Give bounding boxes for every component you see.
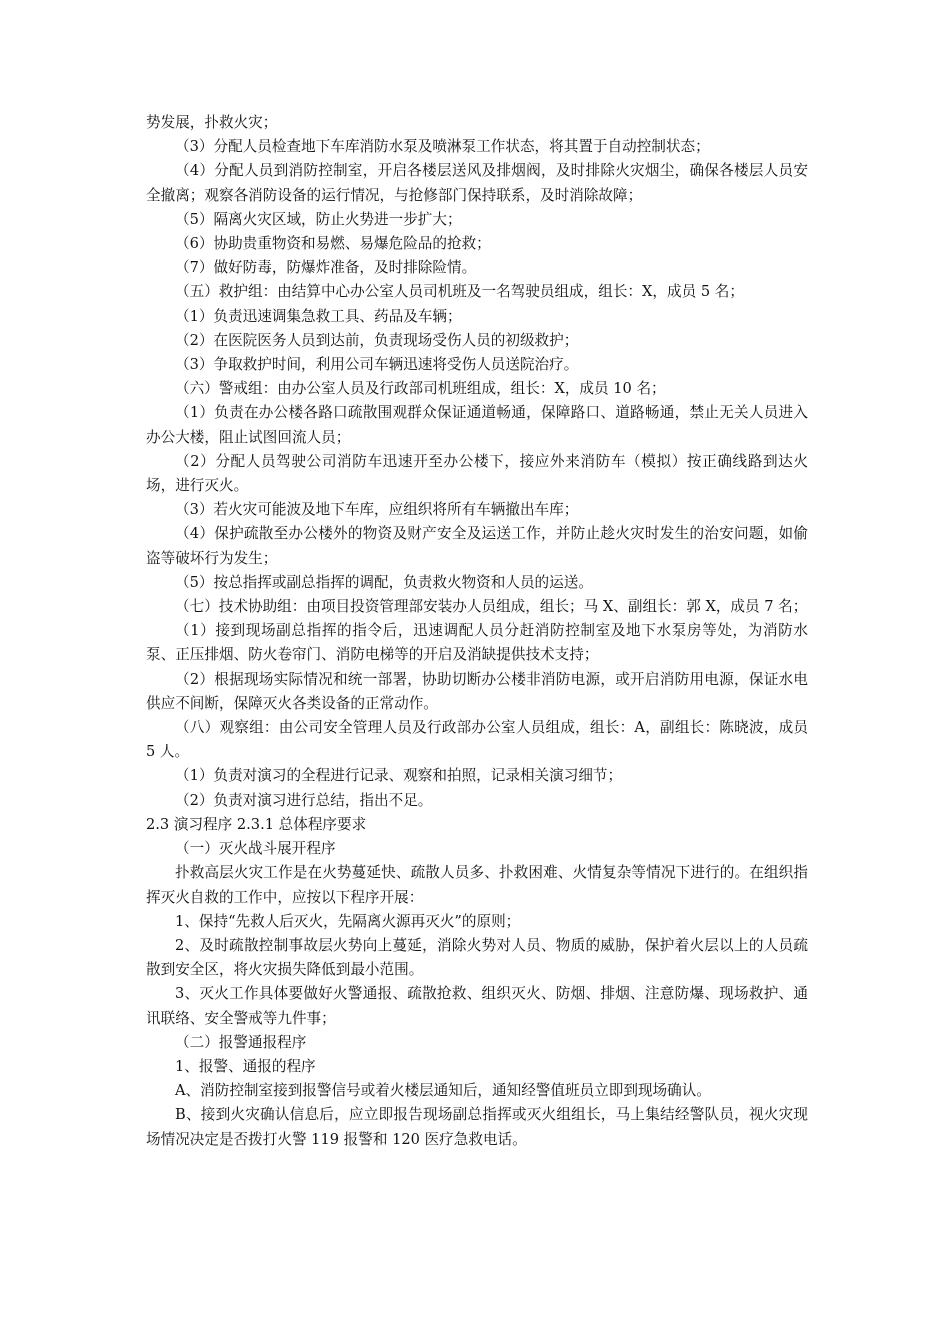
paragraph: B、接到火灾确认信息后，应立即报告现场副总指挥或灭火组组长，马上集结经警队员，视火灾现场情况决定是否拨打火警 119 报警和 120 医疗急救电话。 [146,1106,808,1148]
paragraph: （八）观察组：由公司安全管理人员及行政部办公室人员组成，组长：A，副组长：陈晓波，成员 5 人。 [146,719,808,761]
paragraph: （一）灭火战斗展开程序 [175,840,336,858]
paragraph: 势发展，扑救火灾； [146,114,278,131]
paragraph: （5）按总指挥或副总指挥的调配，负责救火物资和人员的运送。 [175,573,593,591]
paragraph: （七）技术协助组：由项目投资管理部安装办人员组成，组长；马 X、副组长：郭 X，成员 7 名； [175,598,808,616]
paragraph: （五）救护组：由结算中心办公室人员司机班及一名驾驶员组成，组长：X，成员 5 名； [175,283,744,301]
paragraph: （1）负责对演习的全程进行记录、观察和拍照，记录相关演习细节； [175,767,623,785]
paragraph: 2、及时疏散控制事故层火势向上蔓延，消除火势对人员、物质的威胁，保护着火层以上的人员疏散到安全区，将火灾损失降低到最小范围。 [146,936,808,979]
document-body [146,111,808,1152]
paragraph: （二）报警通报程序 [175,1033,307,1051]
paragraph: （3）争取救护时间，利用公司车辆迅速将受伤人员送院治疗。 [175,356,579,374]
paragraph: 2.3 演习程序 2.3.1 总体程序要求 [146,815,367,833]
paragraph: （2）分配人员驾驶公司消防车迅速开至办公楼下，接应外来消防车（模拟）按正确线路到达火场，进行灭火。 [146,452,808,495]
paragraph: （5）隔离火灾区域，防止火势进一步扩大； [175,210,462,228]
paragraph: （1）负责迅速调集急救工具、药品及车辆； [175,307,462,325]
paragraph: 1、报警、通报的程序 [175,1057,316,1075]
paragraph: 扑救高层火灾工作是在火势蔓延快、疏散人员多、扑救困难、火情复杂等情况下进行的。在组织指挥灭火自救的工作中，应按以下程序开展： [146,864,808,906]
paragraph: （2）根据现场实际情况和统一部署，协助切断办公楼非消防电源，或开启消防用电源，保证水电供应不间断，保障灭火各类设备的正常动作。 [146,670,808,712]
paragraph: （1）负责在办公楼各路口疏散围观群众保证通道畅通，保障路口、道路畅通，禁止无关人员进入办公大楼，阻止试图回流人员； [146,404,808,446]
paragraph: 1、保持“先救人后灭火，先隔离火源再灭火”的原则； [175,912,521,930]
paragraph: （1）接到现场副总指挥的指令后，迅速调配人员分赶消防控制室及地下水泵房等处，为消防水泵、正压排烟、防火卷帘门、消防电梯等的开启及消缺提供技术支持； [146,622,808,664]
paragraph: 3、灭火工作具体要做好火警通报、疏散抢救、组织灭火、防烟、排烟、注意防爆、现场救护、通讯联络、安全警戒等九件事； [146,985,808,1027]
paragraph: （2）负责对演习进行总结，指出不足。 [175,791,433,809]
paragraph: （4）保护疏散至办公楼外的物资及财产安全及运送工作，并防止趁火灾时发生的治安问题，如偷盗等破坏行为发生； [146,525,808,567]
paragraph: （4）分配人员到消防控制室，开启各楼层送风及排烟阀，及时排除火灾烟尘，确保各楼层人员安全撤离；观察各消防设备的运行情况，与抢修部门保持联系，及时消除故障； [146,162,808,204]
paragraph: （2）在医院医务人员到达前，负责现场受伤人员的初级救护； [175,331,579,349]
paragraph: （3）若火灾可能波及地下车库，应组织将所有车辆撤出车库； [175,501,579,519]
paragraph: （六）警戒组：由办公室人员及行政部司机班组成，组长：X，成员 10 名； [175,380,666,398]
paragraph: A、消防控制室接到报警信号或着火楼层通知后，通知经警值班员立即到现场确认。 [175,1082,711,1100]
paragraph: （6）协助贵重物资和易燃、易爆危险品的抢救； [175,235,491,253]
paragraph: （7）做好防毒，防爆炸准备，及时排除险情。 [175,259,477,277]
paragraph: （3）分配人员检查地下车库消防水泵及喷淋泵工作状态，将其置于自动控制状态； [175,138,710,156]
